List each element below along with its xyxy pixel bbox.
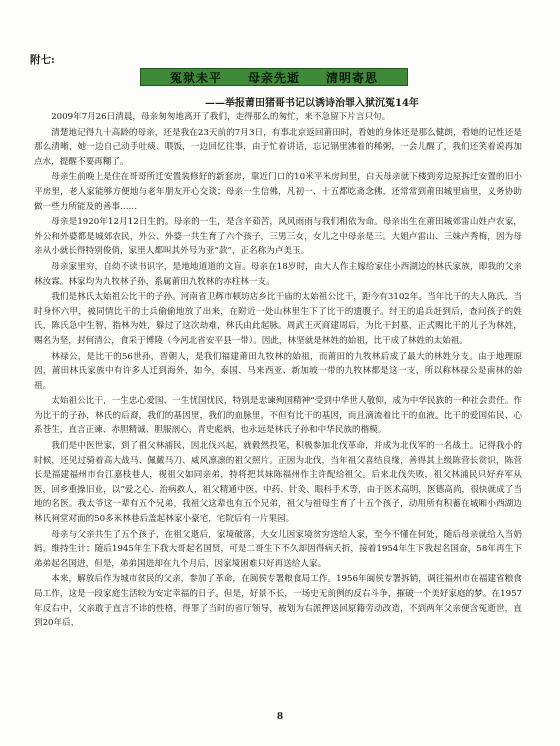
page-number: 8 bbox=[276, 712, 284, 722]
paragraph: 母亲是1920年12月12日生的。母亲的一生，是含辛茹苦，风风雨雨与我们相依为命。母亲出生在莆田城郊雷山姓卢农家，外公和外婆都是城郊农民，外公、外婆一共生育了六个孩子，三男三女，女儿之中母亲是三。大姐卢雷山、三妹卢秀梅，因为母亲从小就长得特别俊俏，家里人都叫其外号为亚“款”，正名称为卢美玉。 bbox=[34, 217, 522, 257]
paragraph: 母亲家里穷，自幼不读书识字，是地地道道的文盲。母亲在18岁时，由大人作主嫁给家住小西湖边的林氏家族，即我的父亲林汝霖。林家均为九牧林子孙，系属莆田九牧林的赤柱林一支。 bbox=[34, 261, 522, 287]
paragraph: 林禄公，是比干的56世孙，晋朝人，是我们福建莆田九牧林的始祖，而莆田的九牧林后成了最大的林姓分支。由于地理原因，莆田林氏家族中有许多人迁到海外，如今，泰国、马来西亚、新加坡一带的九牧林都是这一支，所以称林禄公是南林的始祖。 bbox=[34, 351, 522, 391]
subtitle: ——举报莆田猪哥书记以诱诗治罪入狱沉冤14年 bbox=[205, 98, 419, 109]
paragraph: 我们是林氏太始祖公比干的子孙。河南省卫辉市顿坊店乡比干庙的太始祖公比干，距今有3102年。当年比干的夫人陈氏，当时身怀六甲，被同情比干的士兵偷偷地放了出来，在附近一处山林里生下了比干的遗腹子。纣王的追兵赶到后，查问孩子的姓氏，陈氏急中生智，指林为姓，躲过了这次劫难，林氏由此起脉。周武王灭商建周后，为比干封墓，正式赐比干的儿子为林姓，赐名为坚，封何清公，食采于博陵（今河北省安平县一带）。因此，林坚就是林姓的始祖，比干成了林姓的太始祖。 bbox=[34, 292, 522, 346]
paragraph: 太始祖公比干，一生忠心爱国、一生忧国忧民，特别是忠谏殉国精神“受到中华世人敬仰，成为中华民族的一种社会责任。作为比干的子孙，林氏的后裔，我们的基因里，我们的血脉里，不但有比干的基因，而且滴流着比干的血液。比干的爱国佑民、心系苍生，直言正谏、赤胆精诚、胆服剖心，青史彪炳，也永远是林氏子孙和中华民族的楷模。 bbox=[34, 396, 522, 436]
paragraph: 本来，解放后作为城市贫民的父亲，参加了革命，在闽侯专署粮食局工作。1956年闽侯专署拆销，调往福州市在福建省粮食局工作，这是一段家庭生活较为安定幸福的日子。但是，好景不长，一场史无前例的反右斗争，摧破一个美好家庭的梦。在1957年反右中，父亲敢于直言不讳的性格，得罪了当时的省厅领导，被划为右派押送回原籍劳动改造，不到两年父亲便含冤逝世，直到20年后， bbox=[34, 574, 522, 629]
paragraph: 母亲与父亲共生了五个孩子，在祖父逝后，家境破落，大女儿因家境贫穷送给人家，至今不懂在何处，随后母亲就给入当奶妈，维持生计；随后1945年生下我大哥起名国贤，可是二哥生下不久却因得病夭折，接着1954年生下我起名国奋，58年再生下弟弟起名国进，但是，弟弟国进却在九个月后，因家境困难只好再送给人家。 bbox=[34, 529, 522, 569]
body-text bbox=[34, 110, 522, 632]
paragraph: 2009年7月26日清晨，母亲匆匆地离开了我们，走得那么的匆忙，来不急留下片言只句。 bbox=[51, 112, 391, 122]
banner-title: 冤狱未平 母亲先逝 清明寄思 bbox=[140, 68, 408, 86]
paragraph: 母亲生前晚上是住在哥哥所迁安置装修好的新套房，靠近门口的10米平米房间里，白天母亲就下楼到旁边原拆迁安置的旧小平房里，老人家能够方便地与老年朋友开心交谈；母亲一生信佛，凡初一、十五都吃斋念佛，还常常到莆田城里庙里，义务协助做一些力所能及的善事…… bbox=[34, 172, 522, 212]
paragraph: 清楚地记得九十高龄的母亲，还是我在23天前的7月3日，有事北京返回莆田时，看她的身体还是那么健朗，看她的记性还是那么清晰，她一边自己动手吐痰、喂饭，一边回忆往事，由于忙着讲话，忘记锅里沸着的稀粥，一会儿醒了，我们还笑着说再加点水，提醒不要再糊了。 bbox=[34, 127, 522, 167]
attachment-label: 附七: bbox=[30, 54, 55, 66]
paragraph: 我们是中医世家，到了祖父林浦民，因北伐兴起，就毅然投笔，积极参加北伐革命，并成为北伐军的一名战士。记得我小的时候，还见过骑着高大战马、佩戴马刀、威风凛凛的祖父照片。正因为北伐，当年祖父喜结良缘，善得其上级陈营长赏识，陈营长是福建福州市台江嘉枝巷人，视祖父如同亲弟，特将把其妹陈福州作主许配给祖父。后来北伐失败，祖父林浦民只好弃军从医，回乡重操旧业，以“爱之心、治病救人，祖父精通中医、中药、针灸、眼科手术等，由于医术高明，医德高尚，很快就成了当地的名医。我太爷这一辈有五个兄弟，我祖父这辈也有五个兄弟，祖父与祖母生育了十五个孩子，动用所有积蓄在城厢小西湖边林氏祠堂对面的50多米林巷后盖起林家小豪宅，宅院后有一片果园。 bbox=[34, 441, 522, 525]
